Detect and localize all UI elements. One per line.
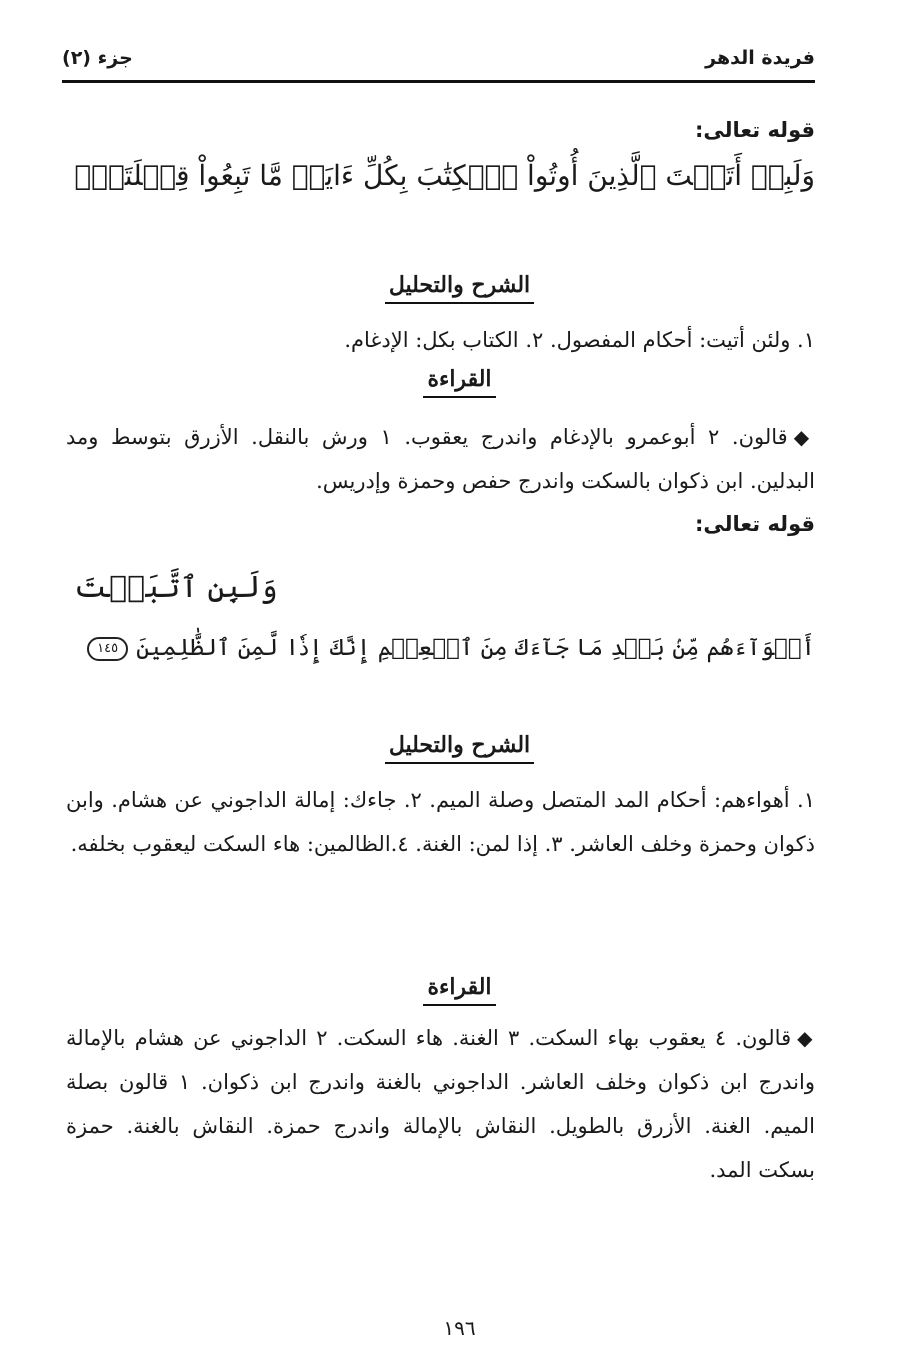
sharh-paragraph: ١. أهواءهم: أحكام المد المتصل وصلة الميم. ٢. جاءك: إمالة الداجوني عن هشام. وابن ذكوان وحمزة وخلف العاشر. ٣. إذا لمن: الغنة. ٤.الظالمين: هاء السكت ليعقوب بخلفه. [66,788,816,856]
verse-intro-1 [70,118,815,142]
qiraa-text-2 [66,1016,815,1192]
sharh-heading: الشرح والتحليل [385,272,534,304]
ayah-number-badge: ١٤٥ [87,637,128,661]
qiraa-paragraph [66,1016,815,1192]
verse-2-line2 [70,634,815,664]
sharh-heading-1-wrap [0,272,919,304]
qiraa-heading-2-wrap [0,974,919,1006]
diamond-bullet-icon: ◆ [797,1026,816,1050]
sharh-text-1 [70,318,815,362]
verse-1 [70,158,815,194]
quran-verse-text: أَهۡوَآءَهُم مِّنۢ بَعۡدِ مَا جَآءَكَ مِنَ ٱلۡعِلۡمِ إِنَّكَ إِذٗا لَّمِنَ ٱلظَّٰلِمِينَ [136,635,815,661]
verse-label: قوله تعالى: [694,512,815,536]
verse-intro-2 [70,512,815,536]
qiraa-heading: القراءة [423,366,495,398]
qiraa-paragraph-text: قالون. ٢ أبوعمرو بالإدغام واندرج يعقوب. ١ ورش بالنقل. الأزرق بتوسط ومد البدلين. ابن ذكوان بالسكت واندرج حفص وحمزة وإدريس. [66,425,815,493]
sharh-paragraph: ١. ولئن أتيت: أحكام المفصول. ٢. الكتاب بكل: الإدغام. [344,328,815,352]
book-title: فريدة الدهر [705,47,815,69]
quran-verse-text-line [70,634,815,664]
quran-verse-text: وَلَبِنۡ أَتَيۡتَ ٱلَّذِينَ أُوتُواْ ٱلۡكِتَٰبَ بِكُلِّ ءَايَةٖ مَّا تَبِعُواْ قِبۡلَتَكَۚ [74,159,815,192]
verse-2-line1 [70,568,815,607]
sharh-heading: الشرح والتحليل [385,732,534,764]
qiraa-text-1 [66,415,815,503]
sharh-text-2 [66,778,815,866]
qiraa-paragraph-text: قالون. ٤ يعقوب بهاء السكت. ٣ الغنة. هاء السكت. ٢ الداجوني عن هشام بالإمالة واندرج ابن ذكوان وخلف العاشر. الداجوني بالغنة واندرج ابن ذكوان. ١ قالون بصلة الميم. الغنة. الأزرق بالطويل. النقاش بالإمالة واندرج حمزة. النقاش بالغنة. حمزة بسكت المد. [66,1026,815,1182]
verse-label: قوله تعالى: [694,118,815,142]
diamond-bullet-icon: ◆ [793,425,815,449]
part-number: جزء (٢) [62,47,133,69]
qiraa-paragraph [66,415,815,503]
page-number: ١٩٦ [443,1316,476,1340]
sharh-heading-2-wrap [0,732,919,764]
quran-verse-text: وَلَبِنِ ٱتَّبَعۡتَ [74,570,278,605]
qiraa-heading: القراءة [423,974,495,1006]
qiraa-heading-1-wrap [0,366,919,398]
running-header [62,36,815,83]
